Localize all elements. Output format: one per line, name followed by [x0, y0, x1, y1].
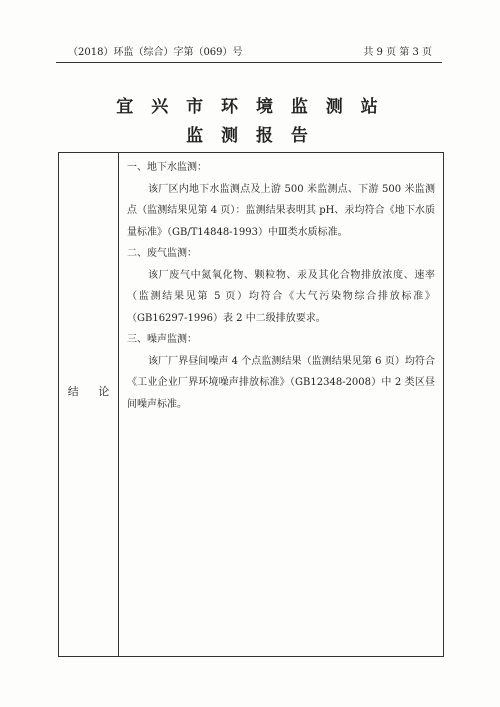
section-text-exhaust-gas: 该厂废气中氮氧化物、颗粒物、汞及其化合物排放浓度、速率（监测结果见第 5 页）均符合《大气污染物综合排放标准》（GB16297-1996）表 2 中二级排放要求。: [127, 269, 435, 324]
conclusion-content-cell: [119, 153, 443, 415]
station-title: 宜 兴 市 环 境 监 测 站: [116, 97, 384, 117]
page-indicator: 共 9 页 第 3 页: [363, 47, 432, 58]
section-text-noise: 该厂厂界昼间噪声 4 个点监测结果（监测结果见第 6 页）均符合《工业企业厂界环境噪声排放标准》（GB12348-2008）中 2 类区昼间噪声标准。: [127, 355, 435, 410]
section-text-groundwater: 该厂区内地下水监测点及上游 500 米监测点、下游 500 米监测点（监测结果见第 4 页）：监测结果表明其 pH、汞均符合《地下水质量标准》（GB/T14848-1993）中Ⅲ类水质标准。: [127, 183, 435, 238]
conclusion-label: 结 论: [67, 385, 118, 398]
section-heading-noise: 三、噪声监测：: [127, 334, 197, 345]
section-heading-groundwater: 一、地下水监测：: [127, 162, 207, 173]
header-rule: [56, 62, 442, 63]
document-number: （2018）环监（综合）字第（069）号: [68, 47, 243, 58]
conclusion-label-cell: [59, 153, 119, 656]
section-heading-exhaust-gas: 二、废气监测：: [127, 248, 197, 259]
conclusion-table: [58, 152, 444, 657]
page-header: [56, 44, 442, 62]
report-title: 监 测 报 告: [186, 126, 314, 146]
